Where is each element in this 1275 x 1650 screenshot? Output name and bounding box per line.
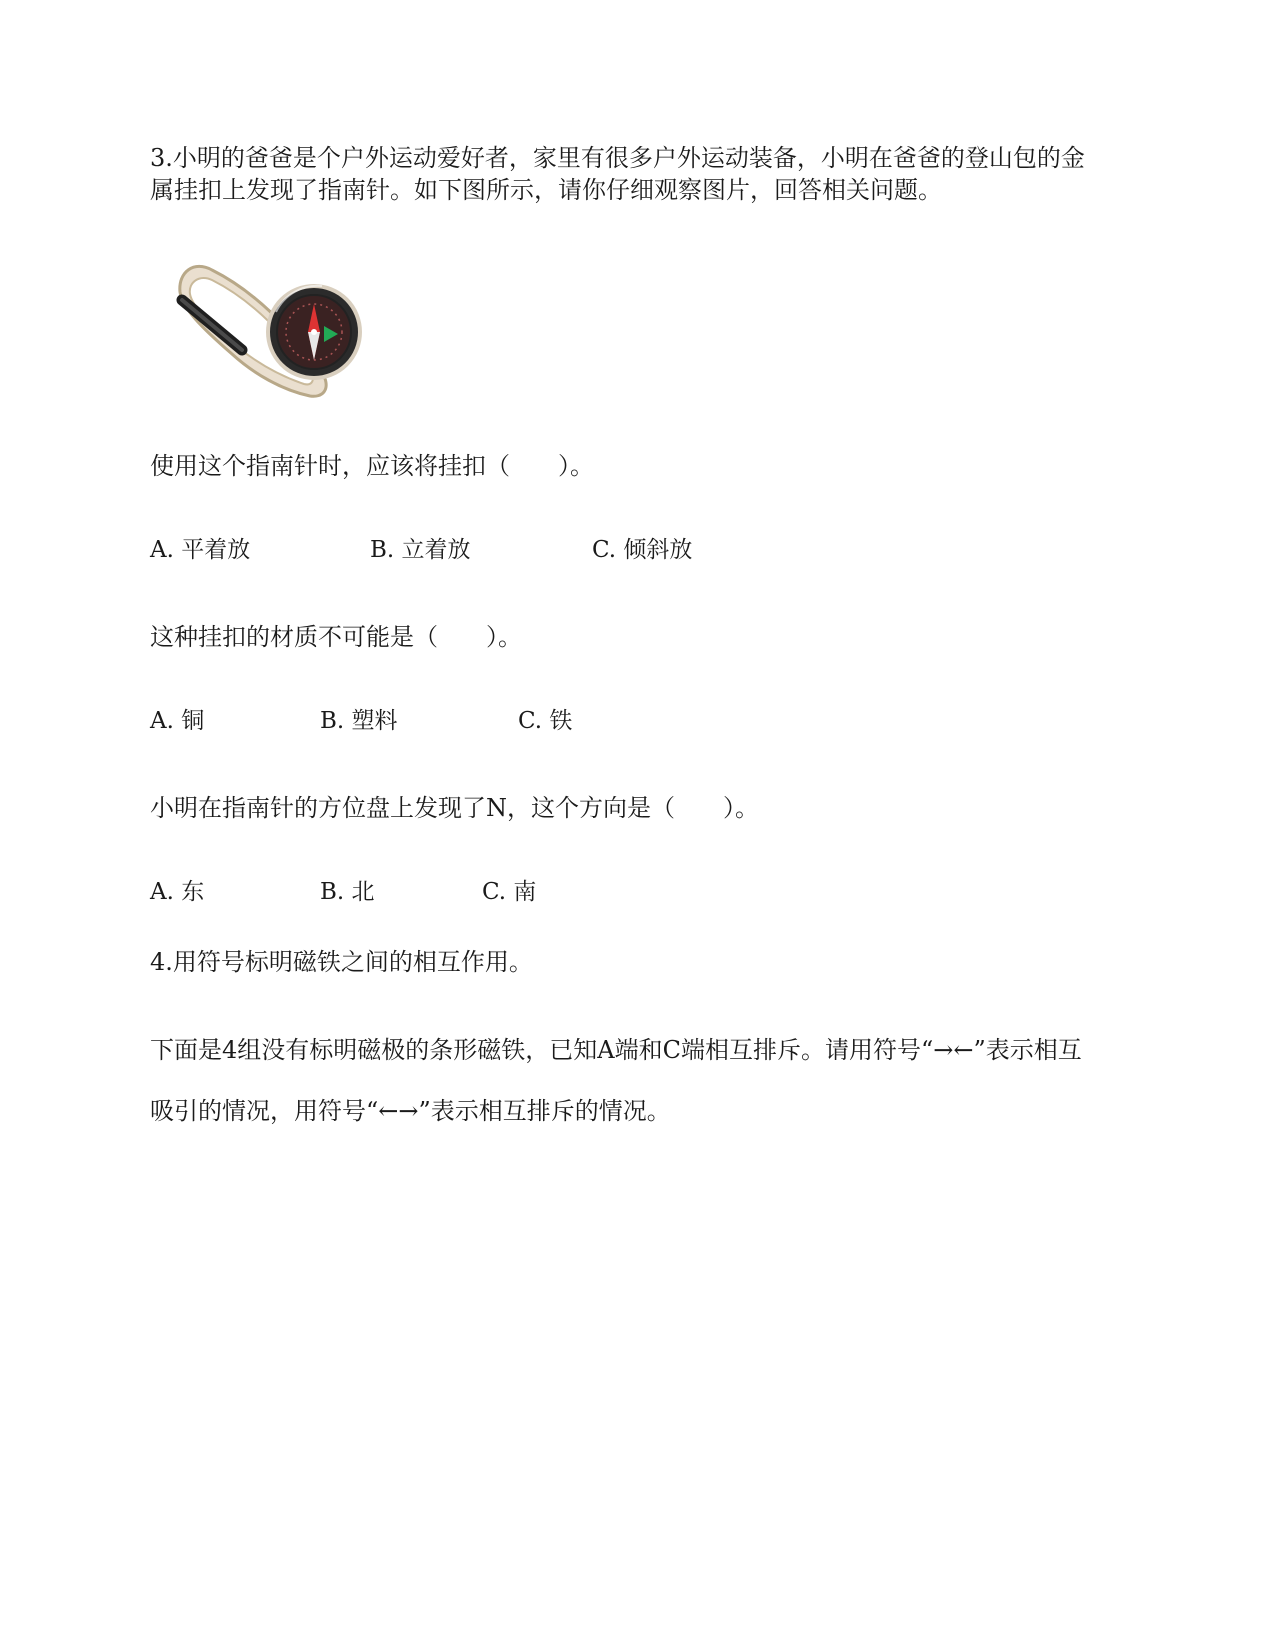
option-a[interactable]: A. 铜 [150,708,205,734]
q3-intro-line-2: 属挂扣上发现了指南针。如下图所示，请你仔细观察图片，回答相关问题。 [150,176,942,204]
option-a[interactable]: A. 东 [150,879,205,905]
carabiner-compass-image [172,250,380,410]
option-b[interactable]: B. 北 [320,879,375,905]
option-b[interactable]: B. 塑料 [320,708,398,734]
q3-sub2-question: 这种挂扣的材质不可能是（ ）。 [150,623,522,651]
option-c[interactable]: C. 倾斜放 [592,537,693,563]
q3-sub3-question: 小明在指南针的方位盘上发现了N，这个方向是（ ）。 [150,794,759,822]
q3-sub1-question: 使用这个指南针时，应该将挂扣（ ）。 [150,452,594,480]
q4-body-line-1: 下面是4组没有标明磁极的条形磁铁，已知A端和C端相互排斥。请用符号“→←”表示相互 [150,1036,1082,1064]
q4-title: 4.用符号标明磁铁之间的相互作用。 [150,948,533,976]
option-c[interactable]: C. 南 [482,879,537,905]
q4-body-line-2: 吸引的情况，用符号“←→”表示相互排斥的情况。 [150,1097,671,1125]
option-c[interactable]: C. 铁 [518,708,573,734]
q3-intro-line-1: 3.小明的爸爸是个户外运动爱好者，家里有很多户外运动装备，小明在爸爸的登山包的金 [150,144,1085,172]
option-b[interactable]: B. 立着放 [370,537,471,563]
option-a[interactable]: A. 平着放 [150,537,251,563]
